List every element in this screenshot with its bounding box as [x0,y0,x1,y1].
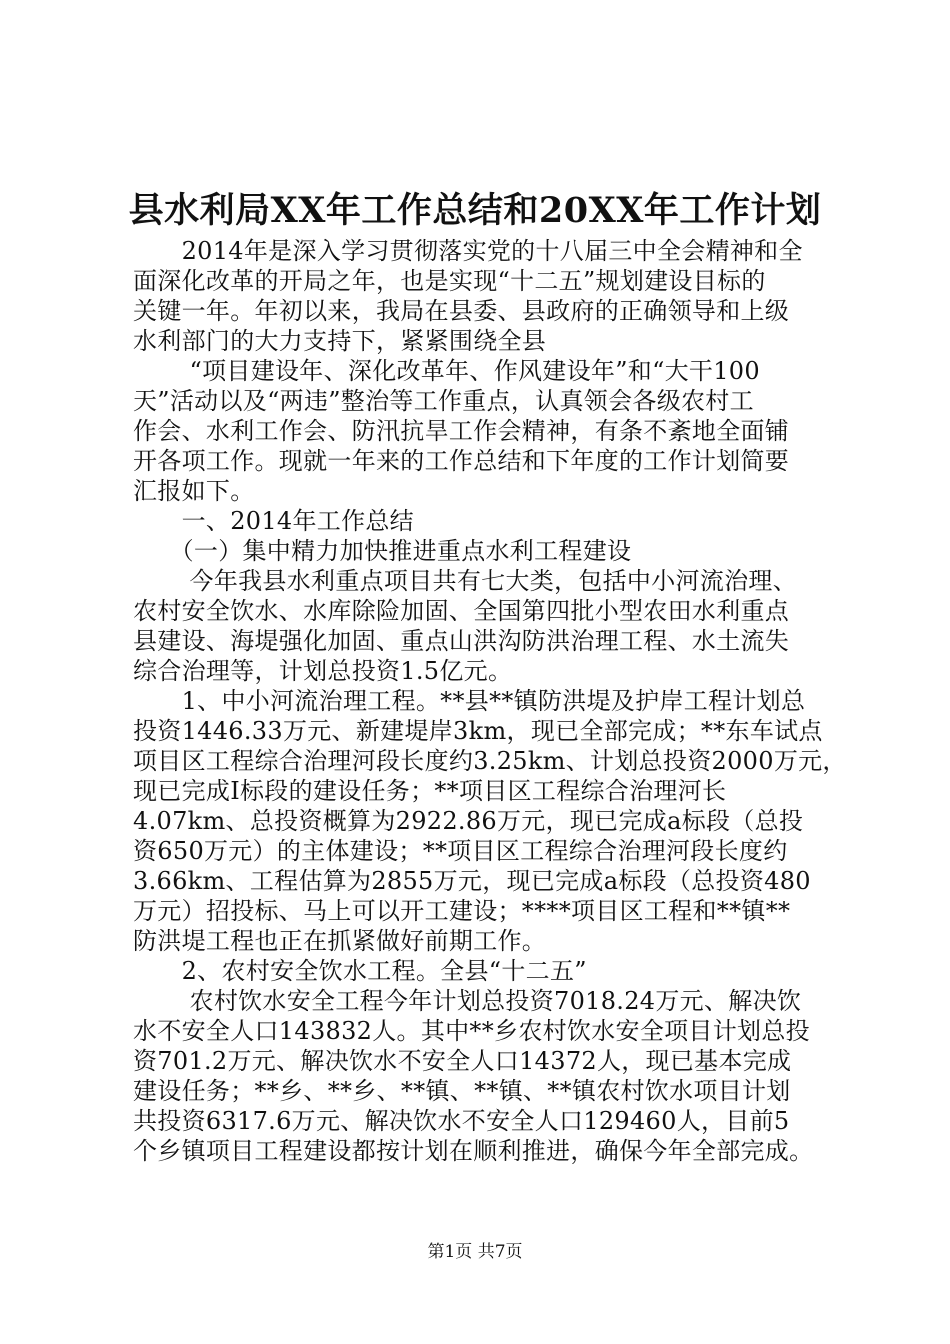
body-line: 1、中小河流治理工程。**县**镇防洪堤及护岸工程计划总 [133,687,806,715]
body-line: 2014年是深入学习贯彻落实党的十八届三中全会精神和全 [133,237,803,265]
body-line: 4.07km、总投资概算为2922.86万元，现已完成a标段（总投 [133,807,804,835]
body-line: 投资1446.33万元、新建堤岸3km，现已全部完成；**东车试点 [133,717,823,745]
body-line: 2、农村安全饮水工程。全县“十二五” [133,957,587,985]
body-line: “项目建设年、深化改革年、作风建设年”和“大干100 [133,357,760,385]
section-heading: 一、2014年工作总结 [133,507,414,535]
body-line: 资701.2万元、解决饮水不安全人口14372人，现已基本完成 [133,1047,792,1075]
body-line: 综合治理等，计划总投资1.5亿元。 [133,657,513,685]
body-line: 面深化改革的开局之年，也是实现“十二五”规划建设目标的 [133,267,766,295]
body-line: 水利部门的大力支持下，紧紧围绕全县 [133,327,547,355]
body-line: 农村安全饮水、水库除险加固、全国第四批小型农田水利重点 [133,597,790,625]
body-line: 水不安全人口143832人。其中**乡农村饮水安全项目计划总投 [133,1017,810,1045]
document-body [133,236,847,1166]
body-line: 防洪堤工程也正在抓紧做好前期工作。 [133,927,547,955]
body-line: 开各项工作。现就一年来的工作总结和下年度的工作计划简要 [133,447,790,475]
body-line: 作会、水利工作会、防汛抗旱工作会精神，有条不紊地全面铺 [133,417,790,445]
body-line: 县建设、海堤强化加固、重点山洪沟防洪治理工程、水土流失 [133,627,790,655]
body-line: 个乡镇项目工程建设都按计划在顺利推进，确保今年全部完成。 [133,1137,814,1165]
body-line: 建设任务；**乡、**乡、**镇、**镇、**镇农村饮水项目计划 [133,1077,791,1105]
body-line: 万元）招投标、马上可以开工建设；****项目区工程和**镇** [133,897,791,925]
document-title: 县水利局XX年工作总结和20XX年工作计划 [128,190,822,231]
subsection-heading: （一）集中精力加快推进重点水利工程建设 [133,537,632,565]
body-line: 汇报如下。 [133,477,255,505]
body-line: 资650万元）的主体建设；**项目区工程综合治理河段长度约 [133,837,788,865]
body-line: 关键一年。年初以来，我局在县委、县政府的正确领导和上级 [133,297,790,325]
body-line: 天”活动以及“两违”整治等工作重点，认真领会各级农村工 [133,387,754,415]
body-line: 农村饮水安全工程今年计划总投资7018.24万元、解决饮 [133,987,802,1015]
body-line: 3.66km、工程估算为2855万元，现已完成a标段（总投资480 [133,867,811,895]
page-number-footer: 第1页 共7页 [427,1242,523,1262]
body-line: 现已完成Ⅰ标段的建设任务；**项目区工程综合治理河长 [133,777,727,805]
body-line: 今年我县水利重点项目共有七大类，包括中小河流治理、 [133,567,798,595]
body-line: 项目区工程综合治理河段长度约3.25km、计划总投资2000万元， [133,747,847,775]
body-line: 共投资6317.6万元、解决饮水不安全人口129460人，目前5 [133,1107,790,1135]
